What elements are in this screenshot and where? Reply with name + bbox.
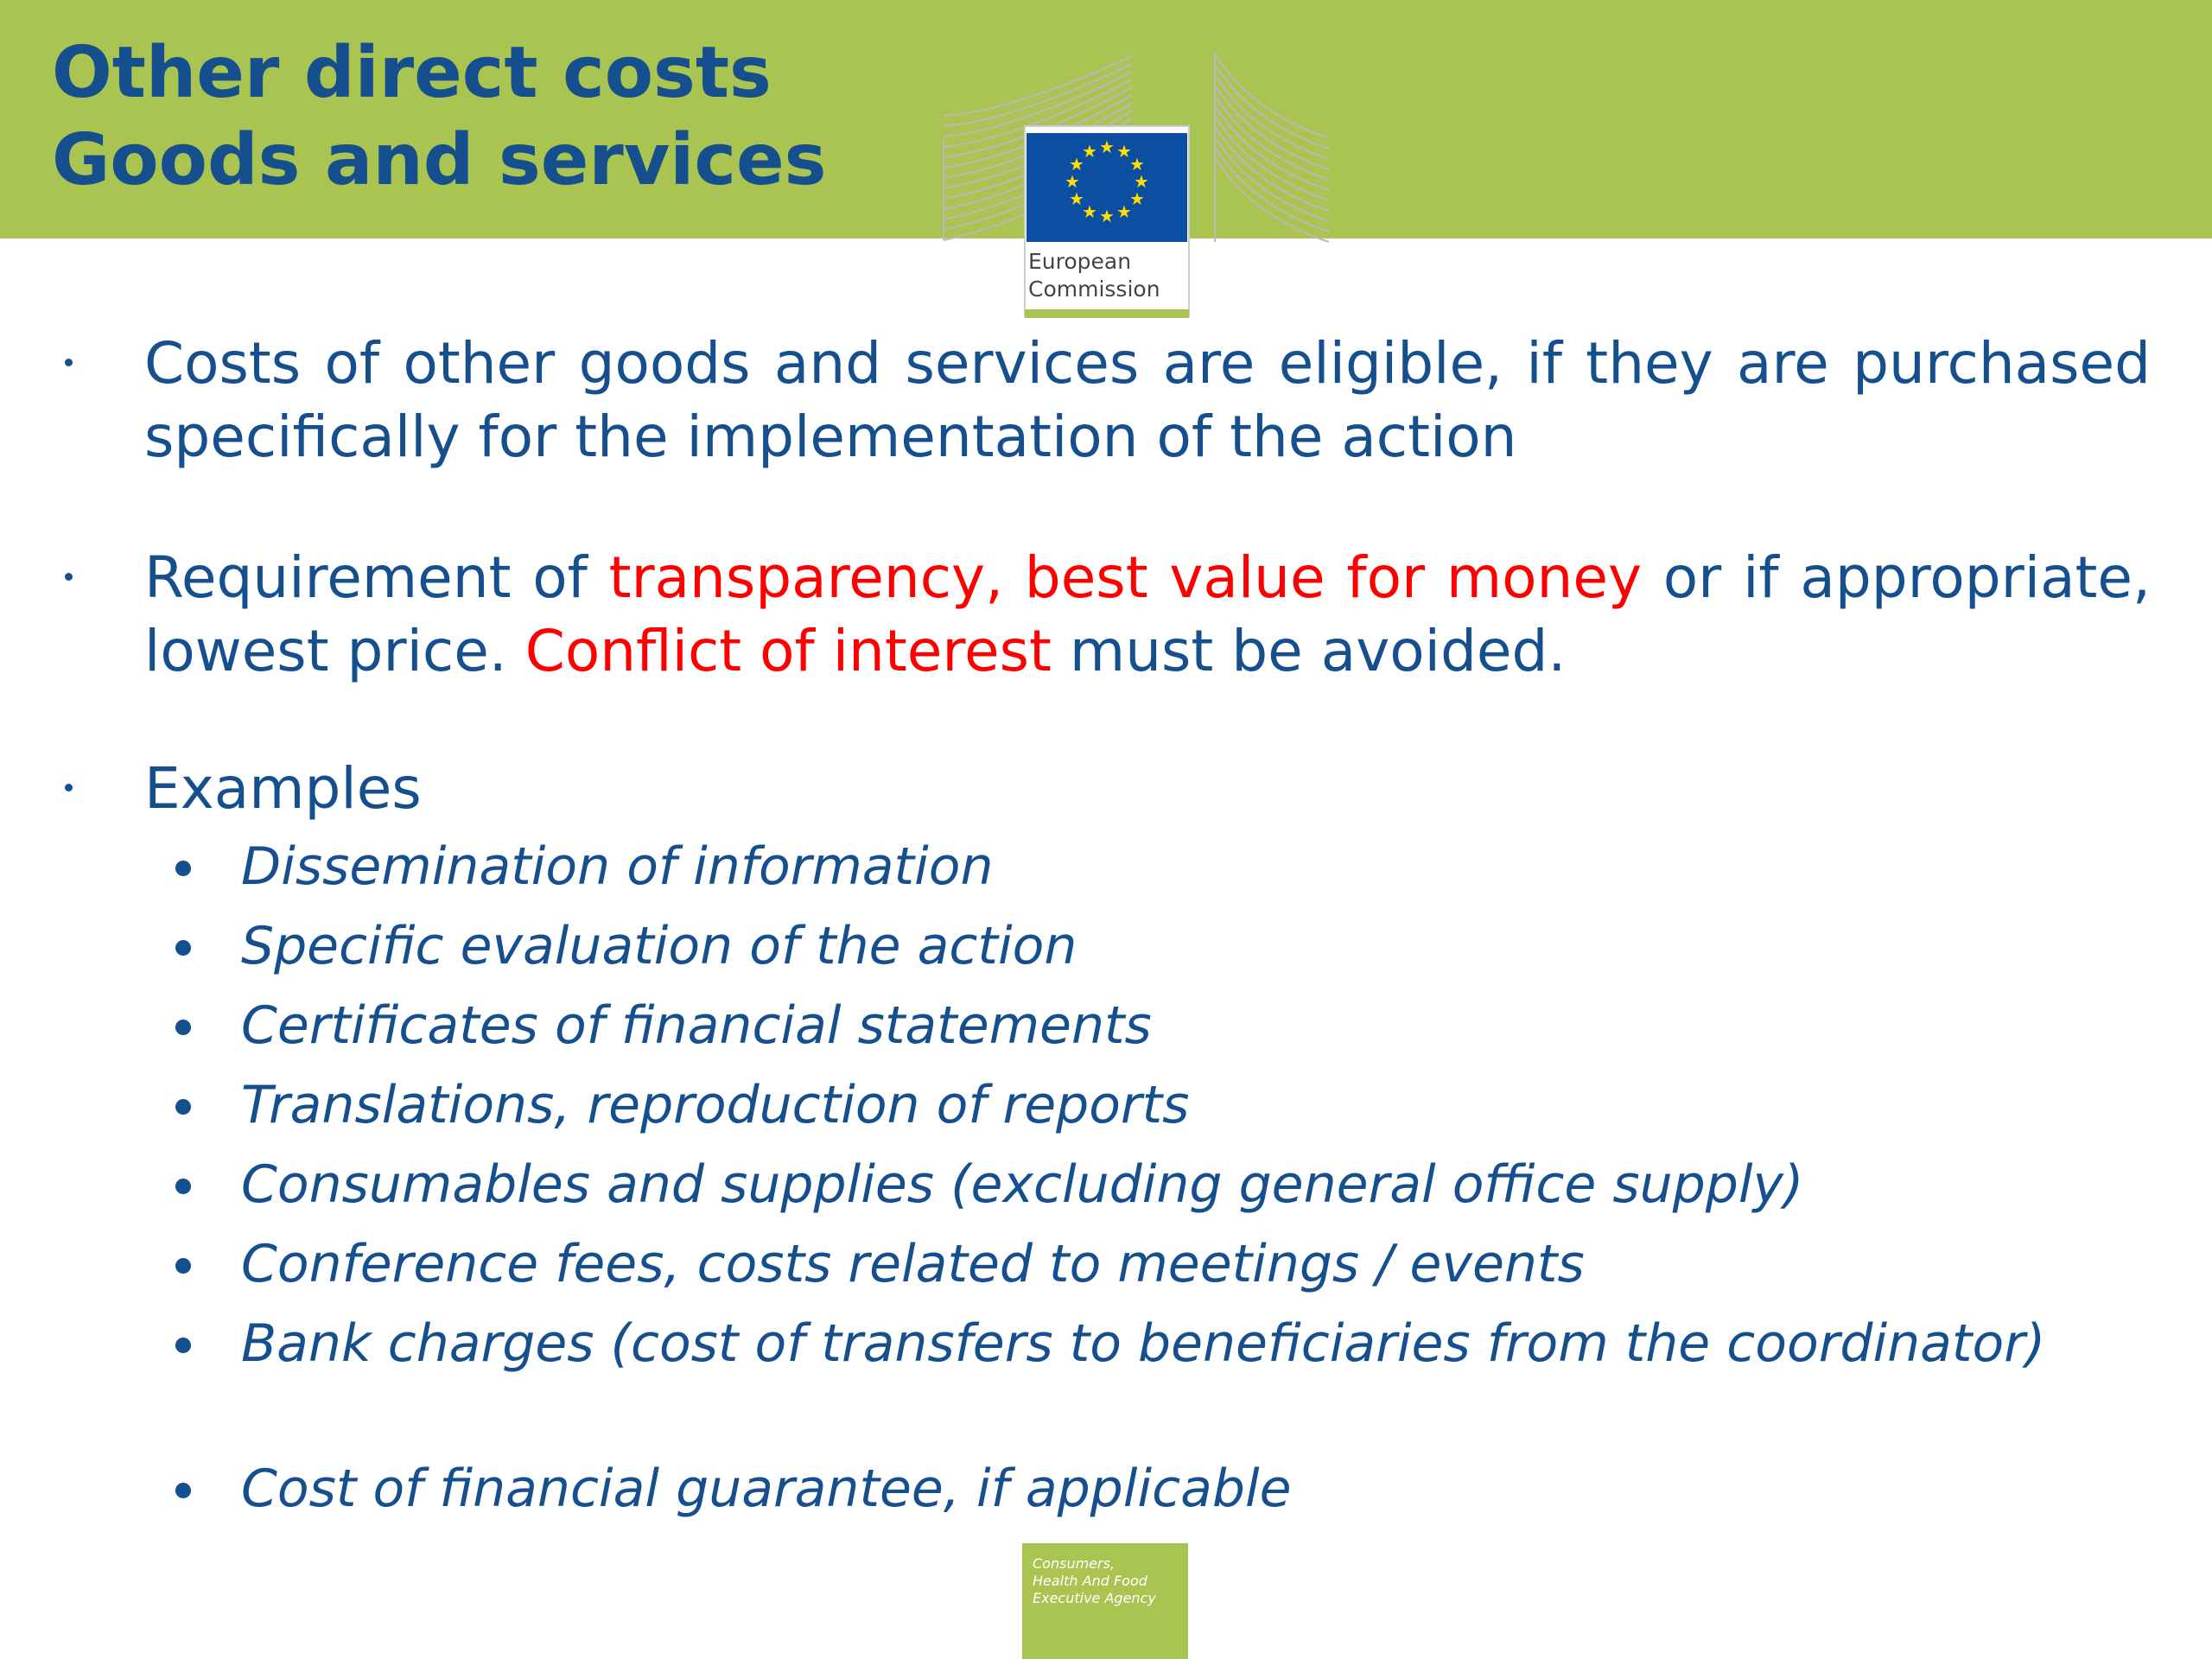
chafea-line-1: Consumers, <box>1033 1555 1116 1572</box>
example-bullet <box>175 1338 191 1353</box>
example-bullet <box>175 861 191 876</box>
example-item: Consumables and supplies (excluding general office supply) <box>241 1154 1804 1215</box>
example-bullet <box>175 1099 191 1115</box>
example-bullet <box>175 1020 191 1035</box>
example-item: Conference fees, costs related to meetings / events <box>241 1234 1585 1294</box>
svg-text:★: ★ <box>1129 188 1145 209</box>
bullet-2-text <box>144 541 2151 688</box>
slide-title <box>52 29 826 204</box>
bullet-2-highlight-2: Conflict of interest <box>524 618 1052 684</box>
bullet-2-highlight-1: transparency, best value for money <box>608 544 1643 611</box>
example-bullet <box>175 1258 191 1274</box>
example-bullet <box>175 1179 191 1194</box>
svg-text:★: ★ <box>1082 141 1097 162</box>
svg-text:★: ★ <box>1065 171 1080 192</box>
bullet-2-part-1: Requirement of <box>144 544 609 611</box>
chafea-line-2: Health And Food <box>1033 1573 1147 1589</box>
svg-text:★: ★ <box>1082 201 1097 222</box>
european-commission-logo <box>940 52 1331 320</box>
svg-text:★: ★ <box>1069 188 1084 209</box>
svg-text:★: ★ <box>1129 154 1145 175</box>
example-item: Specific evaluation of the action <box>241 916 1077 976</box>
svg-text:★: ★ <box>1116 141 1132 162</box>
bullet-3-dot <box>60 779 78 797</box>
chafea-line-3: Executive Agency <box>1033 1590 1156 1606</box>
ec-logo-text <box>1028 248 1185 303</box>
bullet-2-part-5: must be avoided. <box>1051 618 1567 684</box>
ec-logo-line-1: European <box>1028 249 1132 274</box>
svg-text:★: ★ <box>1069 154 1084 175</box>
example-item: Bank charges (cost of transfers to beneficiaries from the coordinator) <box>241 1313 2046 1374</box>
svg-text:★: ★ <box>1134 171 1149 192</box>
example-item: Translations, reproduction of reports <box>241 1075 1190 1135</box>
chafea-logo-text <box>1033 1555 1156 1607</box>
example-bullet <box>175 940 191 956</box>
bullet-2-part-3: or if appropriate, lowest price. <box>144 544 2151 684</box>
bullet-1-text: Costs of other goods and services are eligible, if they are purchased specifically for the implementation of the action <box>144 330 2151 470</box>
example-bullet <box>175 1483 191 1498</box>
bullet-1-dot <box>60 354 78 372</box>
title-line-2: Goods and services <box>52 119 827 201</box>
chafea-logo <box>1022 1543 1188 1659</box>
ec-logo-line-2: Commission <box>1028 276 1160 302</box>
example-item: Cost of financial guarantee, if applicable <box>241 1459 1292 1519</box>
example-item: Dissemination of information <box>241 836 994 897</box>
bullet-2-dot <box>60 569 78 586</box>
title-line-1: Other direct costs <box>52 32 772 114</box>
svg-text:★: ★ <box>1099 206 1115 226</box>
example-item: Certificates of financial statements <box>241 995 1152 1056</box>
svg-text:★: ★ <box>1116 201 1132 222</box>
bullet-3-text: Examples <box>144 755 422 822</box>
svg-text:★: ★ <box>1099 137 1115 157</box>
